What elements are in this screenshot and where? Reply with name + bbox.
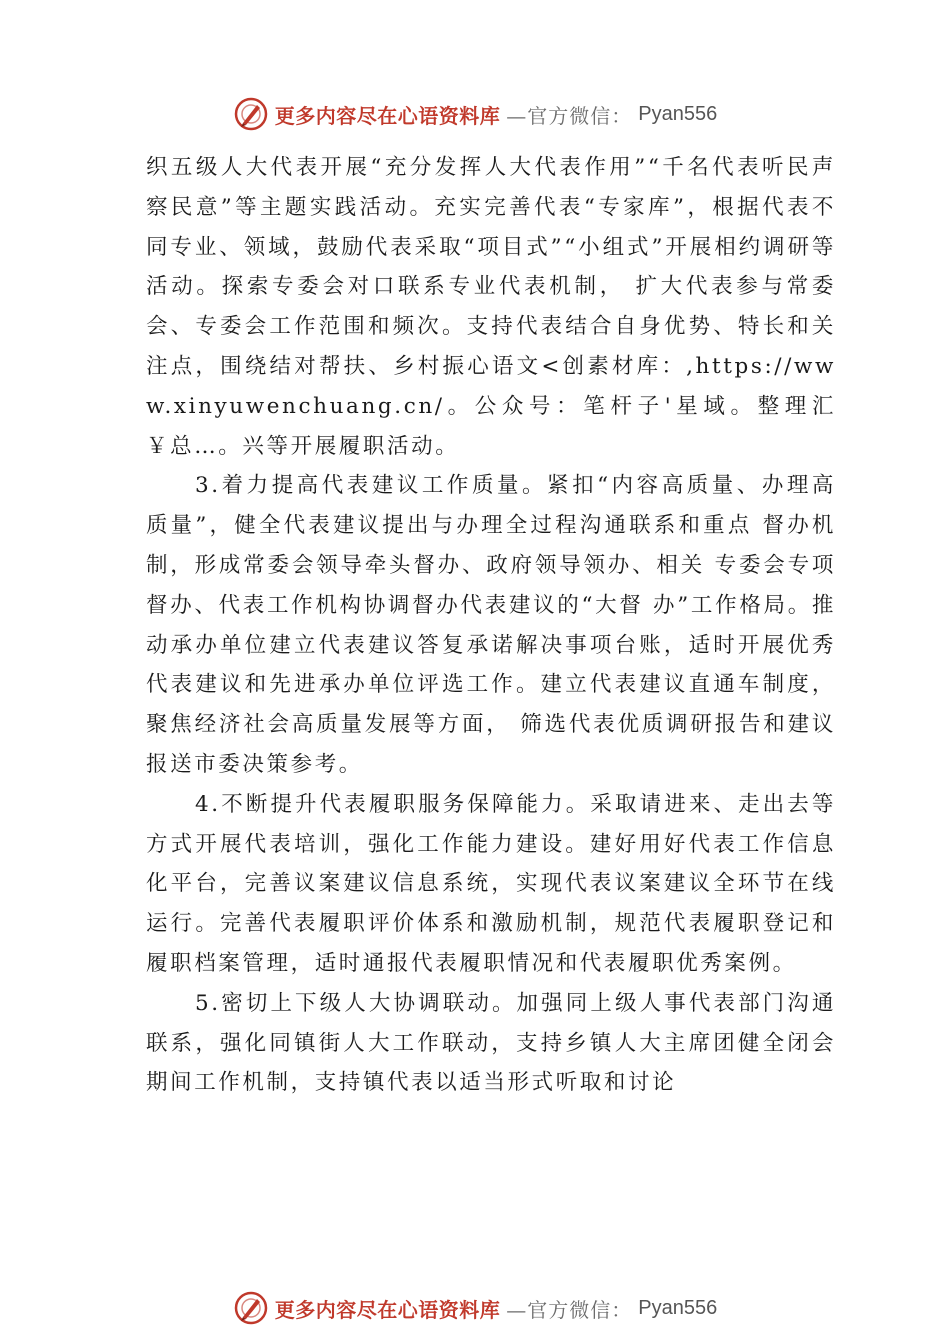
footer-official-wechat-label: —官方微信： [506,1297,633,1322]
footer-brand-text: 更多内容尽在心语资料库 [274,1297,501,1322]
banner-wechat-handle: Pyan556 [638,102,718,125]
paragraph-continuation: 织五级人大代表开展“充分发挥人大代表作用”“千名代表听民声察民意”等主题实践活动。充实完善代表“专家库”，根据代表不同专业、领域，鼓励代表采取“项目式”“小组式”开展相约调研等活动。探索专委会对口联系专业代表机制， 扩大代表参与常委会、专委会工作范围和频次。支持代表结合自身优势、特长和关注点，围绕结对帮扶、乡村振心语文<创素材库：,https://www.xinyuwenchuang.cn/。公众号：笔杆子'星域。整理汇￥总…。兴等开展履职活动。 [146,155,836,459]
footer-banner [0,1286,950,1330]
paragraph-item-4: 4.不断提升代表履职服务保障能力。采取请进来、走出去等方式开展代表培训，强化工作能力建设。建好用好代表工作信息化平台，完善议案建议信息系统，实现代表议案建议全环节在线运行。完善代表履职评价体系和激励机制，规范代表履职登记和履职档案管理，适时通报代表履职情况和代表履职优秀案例。 [146,791,836,976]
header-banner [0,92,950,136]
pen-nib-circle-logo-icon [233,96,269,132]
paragraph-item-3: 3.着力提高代表建议工作质量。紧扣“内容高质量、办理高质量”，健全代表建议提出与办理全过程沟通联系和重点 督办机制，形成常委会领导牵头督办、政府领导领办、相关 专委会专项督办、代表工作机构协调督办代表建议的“大督 办”工作格局。推动承办单位建立代表建议答复承诺解决事项台账，适时开展优秀代表建议和先进承办单位评选工作。建立代表建议直通车制度，聚焦经济社会高质量发展等方面， 筛选代表优质调研报告和建议报送市委决策参考。 [146,473,836,777]
document-body [146,148,836,1103]
banner-official-wechat-label: —官方微信： [506,103,633,128]
pen-nib-circle-logo-icon [233,1290,269,1326]
footer-wechat-handle: Pyan556 [638,1296,718,1319]
banner-brand-text: 更多内容尽在心语资料库 [274,103,501,128]
paragraph-item-5: 5.密切上下级人大协调联动。加强同上级人事代表部门沟通联系，强化同镇街人大工作联动，支持乡镇人大主席团健全闭会期间工作机制，支持镇代表以适当形式听取和讨论 [146,990,836,1096]
